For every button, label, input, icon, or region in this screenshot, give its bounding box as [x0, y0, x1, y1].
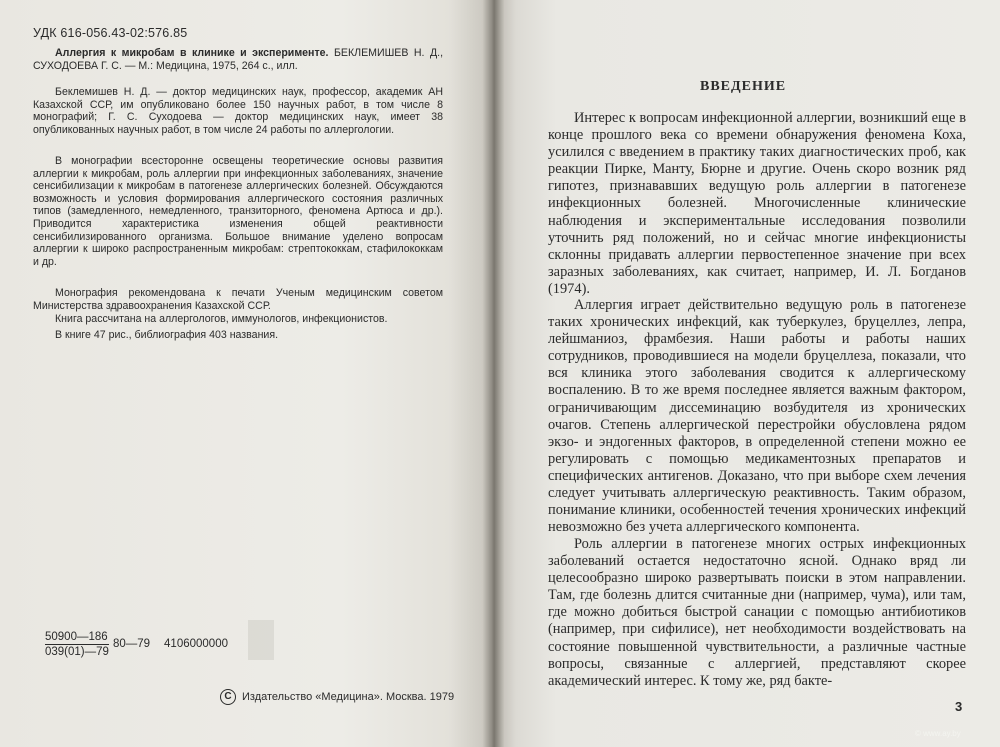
- page-number: 3: [955, 699, 963, 714]
- bibliographic-record: [33, 47, 443, 72]
- copyright-icon: C: [220, 689, 236, 705]
- abstract: В монографии всесторонне освещены теоретические основы развития аллергии к микробам, роль аллергии при инфекционных заболеваниях, значение сенсибилизации к микробам в патогенезе аллергических болезней. Обсуждаются возможность и условия формирования аллергического состояния различных типов (замедленного, немедленного, транзиторного, феномена Артюса и др.). Приводится характеристика изменения общей реактивности сенсибилизированного организма. Большое внимание уделено вопросам аллергии к широко распространенным микробам: стрептококкам, стафилококкам и др.: [33, 155, 443, 268]
- book-gutter: [482, 0, 504, 747]
- catalog-middle: 80—79: [112, 637, 151, 650]
- authors-info: Беклемишев Н. Д. — доктор медицинских наук, профессор, академик АН Казахской ССР, им опубликовано более 150 научных работ, в том числе 8 монографий; Г. С. Суходоева — доктор медицинских наук, имеет 38 опубликованных научных работ, в том числе 24 работы по аллергологии.: [33, 86, 443, 136]
- intro-paragraph-3: Роль аллергии в патогенезе многих острых инфекционных заболеваний остается недостаточно ясной. Однако вряд ли целесообразно широко развертывать поиски в этом направлении. Там, где болезнь длится считанные дни (например, чума), или там, где можно добиться быстрой санации с помощью антибиотиков (например, при сифилисе), нет необходимости воздействовать на состояние повышенной чувствительности, а различные частные вопросы, связанные с аллергией, представляют скорее академический интерес. К тому же, ряд бакте-: [548, 536, 966, 689]
- watermark: © www.ay.by: [915, 729, 961, 738]
- chapter-heading: ВВЕДЕНИЕ: [700, 79, 787, 94]
- audience-note: Книга рассчитана на аллергологов, иммунологов, инфекционистов.: [55, 313, 388, 325]
- publisher-line: [220, 689, 454, 705]
- recommendation: Монография рекомендована к печати Ученым медицинским советом Министерства здравоохранения Казахской ССР.: [33, 287, 443, 312]
- left-page: [0, 0, 488, 747]
- catalog-numerator: 50900—186: [45, 631, 108, 643]
- figures-note: В книге 47 рис., библиография 403 названия.: [55, 329, 279, 341]
- paper-stain: [248, 620, 274, 660]
- catalog-fraction: [45, 631, 109, 658]
- udk-code: УДК 616-056.43-02:576.85: [33, 26, 188, 40]
- publisher-text: Издательство «Медицина». Москва. 1979: [242, 690, 455, 703]
- catalog-code: 4106000000: [164, 637, 228, 650]
- catalog-index: [45, 631, 228, 658]
- catalog-denominator: 039(01)—79: [45, 646, 109, 658]
- bibliographic-details: БЕКЛЕМИШЕВ Н. Д., СУХОДОЕВА Г. С. — М.: Медицина, 1975, 264 с., илл.: [33, 47, 444, 72]
- intro-paragraph-1: Интерес к вопросам инфекционной аллергии, возникший еще в конце прошлого века со времени обнаружения феномена Коха, усилился с введением в практику таких диагностических проб, как реакции Пирке, Манту, Бюрне и другие. Очень скоро возник ряд гипотез, признававших ведущую роль аллергии в патогенезе инфекционных болезней. Многочисленные клинические наблюдения и экспериментальные исследования позволили уточнить ряд положений, но и сейчас многие инфекционисты склонны придавать аллергии первостепенное значение при всех заразных заболеваниях, как считает, например, И. Л. Богданов (1974).: [548, 110, 966, 297]
- intro-paragraph-2: Аллергия играет действительно ведущую роль в патогенезе таких хронических инфекций, как туберкулез, бруцеллез, лепра, лейшманиоз, фрамбезия. Наши работы и работы наших сотрудников, проводившиеся на модели бруцеллеза, показали, что вся клиника этого заболевания сводится к аллергическому воспалению. В то же время последнее является важным фактором, ограничивающим диссеминацию возбудителя из хронических очагов. Степень аллергической перестройки обусловлена рядом экзо- и эндогенных факторов, в определенной степени можно ее регулировать с помощью медикаментозных препаратов и специфических антигенов. Доказано, что при выборе схем лечения следует учитывать аллергическую реактивность. Таким образом, понимание клиники, особенностей течения хронических инфекций невозможно без учета аллергического компонента.: [548, 297, 966, 536]
- book-title: Аллергия к микробам в клинике и эксперименте.: [55, 47, 329, 59]
